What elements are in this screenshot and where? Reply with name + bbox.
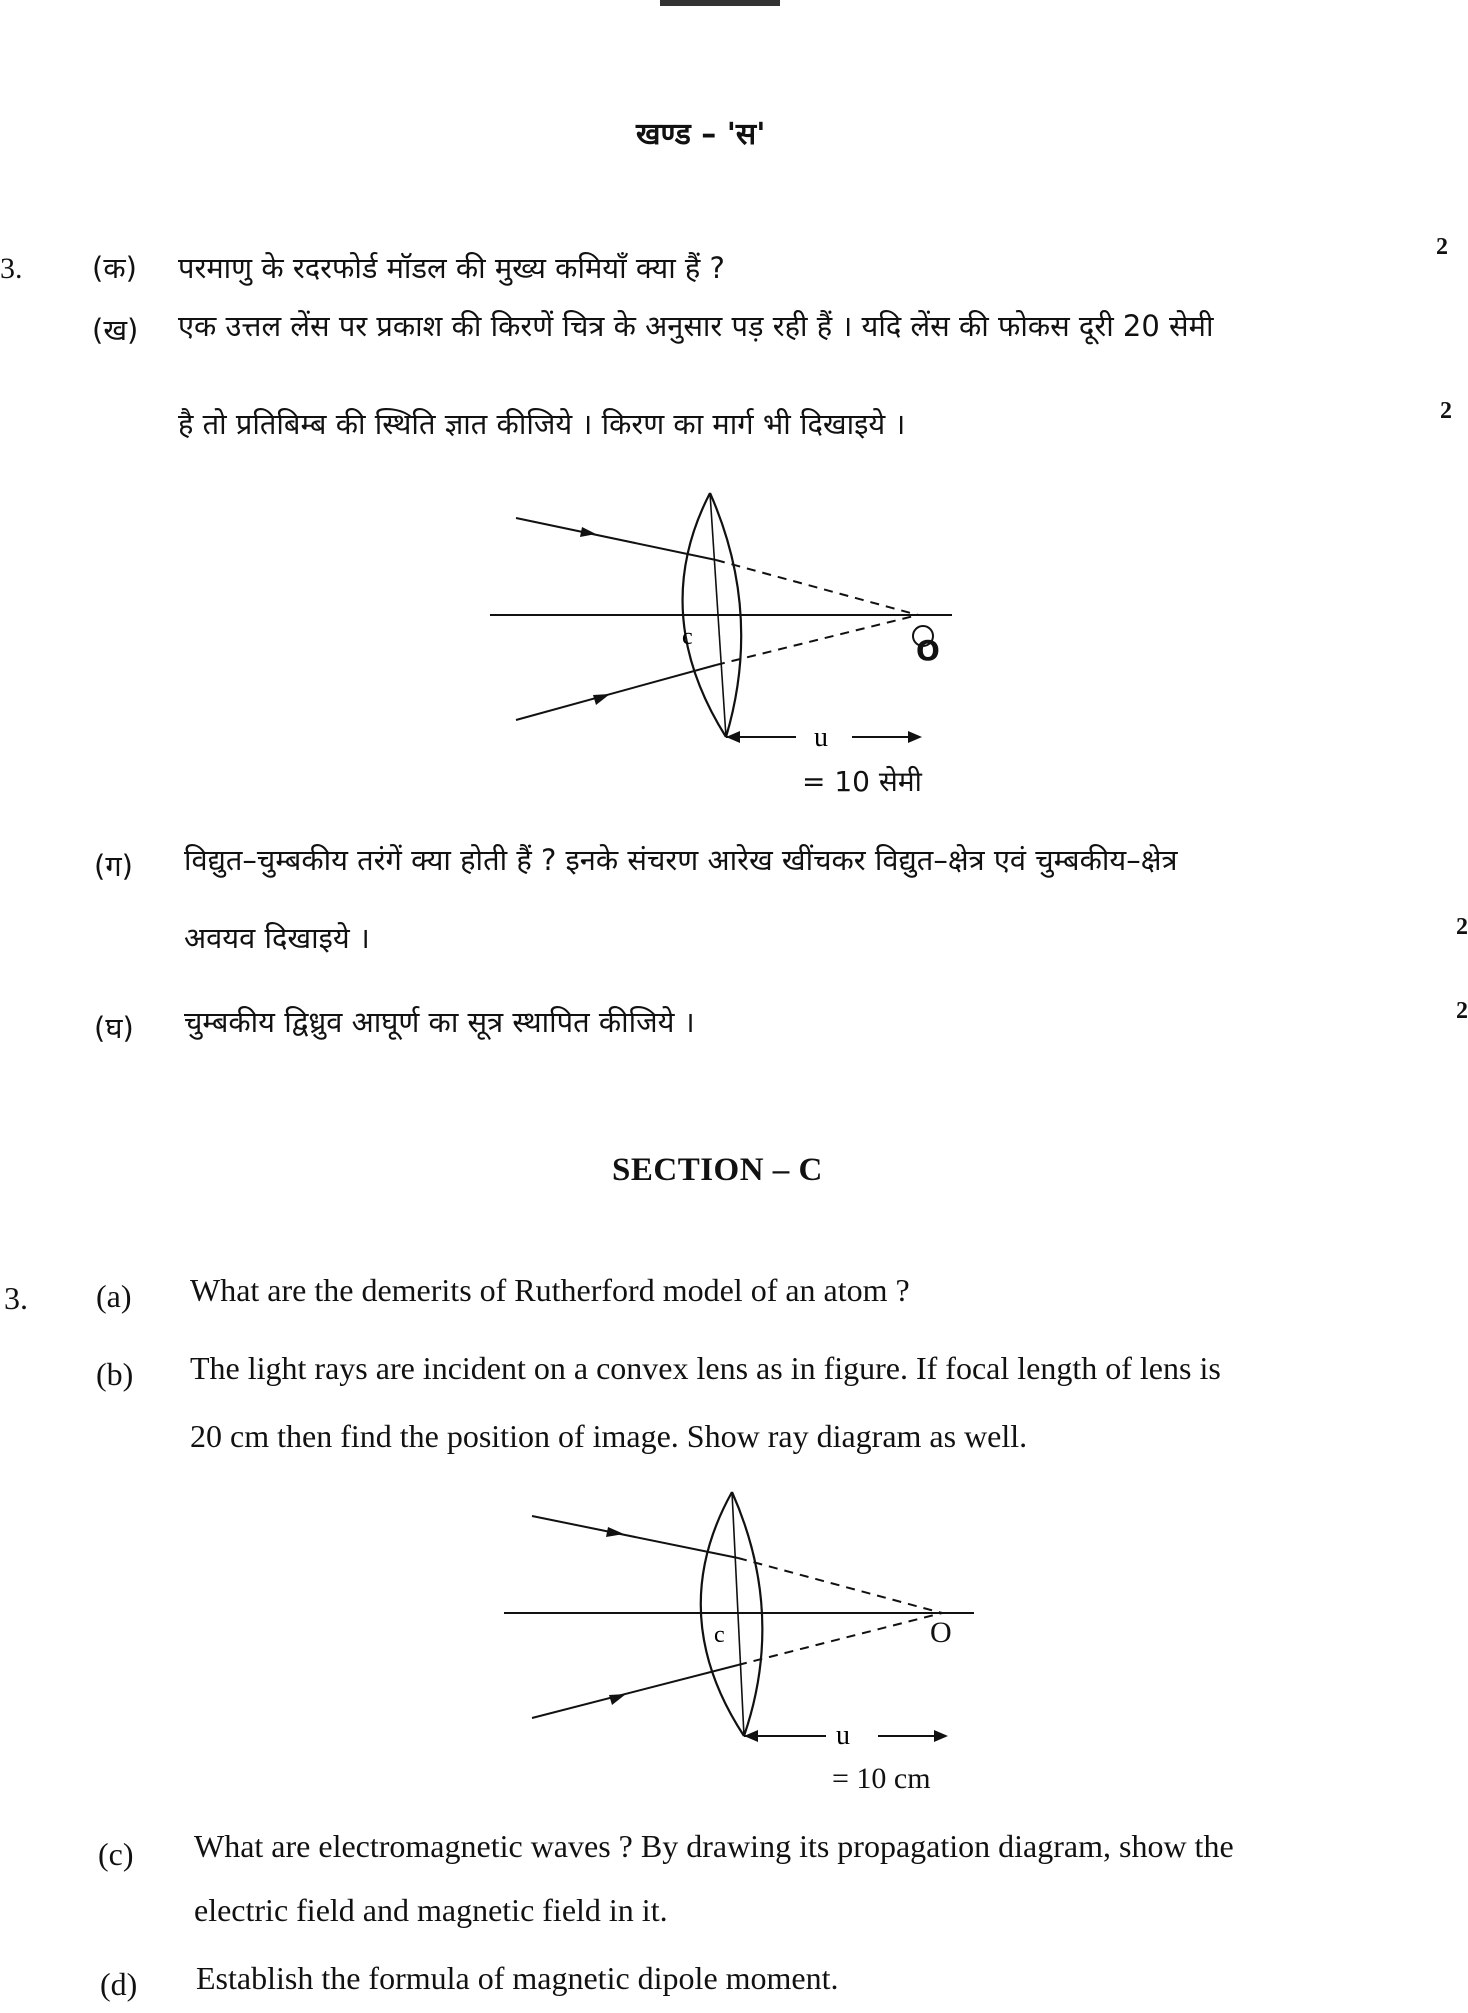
lower-ray-arrow: [609, 1694, 626, 1705]
hindi-part-c-marks: 2: [1456, 914, 1468, 940]
lower-incident-ray: [516, 665, 716, 720]
hindi-lens-diagram: [480, 480, 960, 800]
page-top-mark: [660, 0, 780, 6]
lower-ray-arrow: [593, 694, 610, 705]
english-diagram-distance-label: = 10 cm: [832, 1762, 931, 1795]
upper-incident-ray: [516, 518, 716, 560]
hindi-section-heading: खण्ड – 'स': [636, 117, 766, 152]
upper-ray-arrow: [606, 1527, 624, 1537]
english-part-d-text: Establish the formula of magnetic dipole moment.: [196, 1960, 839, 1996]
hindi-part-d-marks: 2: [1456, 998, 1468, 1024]
hindi-part-b-line1: एक उत्तल लेंस पर प्रकाश की किरणें चित्र के अनुसार पड़ रही हैं । यदि लेंस की फोकस दूरी 20 सेमी: [178, 309, 1214, 343]
english-diagram-center-label: c: [714, 1622, 725, 1648]
hindi-part-c-line2: अवयव दिखाइये ।: [184, 921, 370, 955]
hindi-part-b-label: (ख): [92, 313, 139, 347]
hindi-part-c-line1: विद्युत–चुम्बकीय तरंगें क्या होती हैं ? इनके संचरण आरेख खींचकर विद्युत–क्षेत्र एवं चुम्बकीय–क्षेत्र: [184, 843, 1178, 877]
hindi-part-a-label: (क): [92, 251, 137, 285]
english-diagram-point-label: O: [930, 1616, 952, 1649]
lower-incident-ray: [532, 1665, 738, 1718]
english-diagram-u-label: u: [836, 1720, 850, 1751]
lower-dashed-extension: [716, 615, 918, 665]
english-part-b-line1: The light rays are incident on a convex lens as in figure. If focal length of lens is: [190, 1350, 1221, 1386]
lower-dashed-extension: [738, 1613, 942, 1665]
hindi-diagram-point-label: O: [916, 634, 940, 667]
upper-dashed-extension: [738, 1558, 942, 1613]
english-part-a-label: (a): [96, 1278, 132, 1314]
english-part-c-line1: What are electromagnetic waves ? By drawing its propagation diagram, show the: [194, 1828, 1234, 1864]
hindi-part-a-marks: 2: [1436, 234, 1448, 260]
hindi-part-b-marks: 2: [1440, 398, 1452, 424]
english-part-b-label: (b): [96, 1356, 134, 1392]
u-direction-arrowhead: [908, 731, 922, 743]
u-direction-arrowhead: [934, 1730, 948, 1742]
english-question-number: 3.: [4, 1280, 28, 1316]
hindi-part-a-text: परमाणु के रदरफोर्ड मॉडल की मुख्य कमियाँ क्या हैं ?: [178, 251, 725, 285]
english-part-a-text: What are the demerits of Rutherford model of an atom ?: [190, 1272, 910, 1308]
english-part-d-label: (d): [100, 1966, 138, 2002]
hindi-question-number: 3.: [0, 252, 23, 285]
upper-dashed-extension: [716, 560, 918, 615]
hindi-part-d-text: चुम्बकीय द्विध्रुव आघूर्ण का सूत्र स्थापित कीजिये ।: [184, 1005, 695, 1039]
hindi-diagram-u-label: u: [814, 722, 828, 753]
english-part-b-line2: 20 cm then find the position of image. Show ray diagram as well.: [190, 1418, 1028, 1454]
hindi-part-c-label: (ग): [94, 849, 133, 883]
hindi-part-d-label: (घ): [94, 1011, 134, 1045]
upper-incident-ray: [532, 1516, 738, 1558]
hindi-diagram-center-label: c: [682, 624, 693, 650]
english-part-c-line2: electric field and magnetic field in it.: [194, 1892, 668, 1928]
hindi-part-b-line2: है तो प्रतिबिम्ब की स्थिति ज्ञात कीजिये । किरण का मार्ग भी दिखाइये ।: [178, 407, 906, 441]
upper-ray-arrow: [580, 527, 596, 537]
english-part-c-label: (c): [98, 1836, 134, 1872]
hindi-diagram-distance-label: = 10 सेमी: [802, 765, 922, 798]
english-section-heading: SECTION – C: [612, 1152, 823, 1188]
